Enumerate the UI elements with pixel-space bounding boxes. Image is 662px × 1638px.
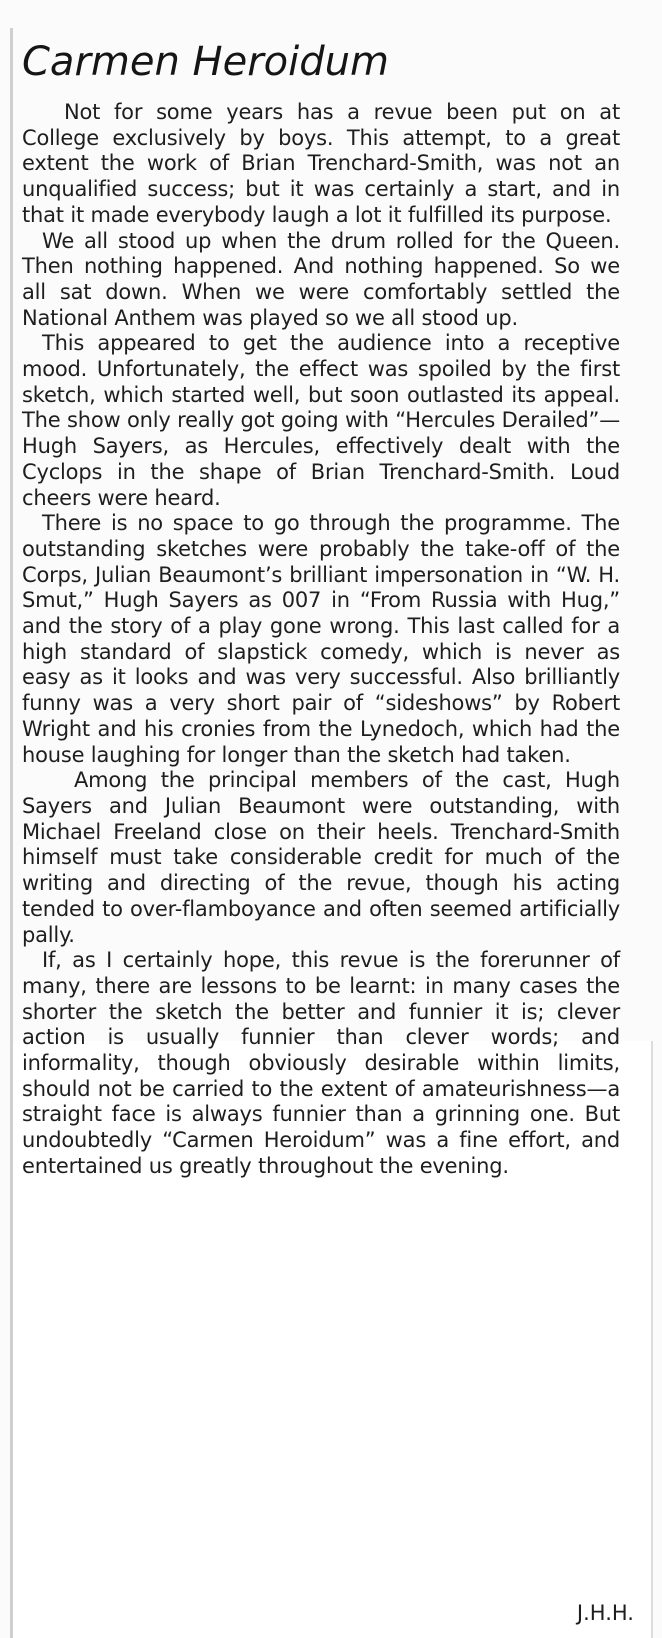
paragraph-2: We all stood up when the drum rolled for the Queen. Then nothing happened. And nothing happened. So we all sat down. When we were comfortably settled the National Anthem was played so we all stood up.	[22, 228, 620, 330]
paragraph-1: Not for some years has a revue been put on at College exclusively by boys. This attempt, to a great extent the work of Brian Trenchard-Smith, was not an unqualified success; but it was certainly a start, and in that it made everybody laugh a lot it fulfilled its purpose.	[22, 100, 620, 227]
paragraph-3: This appeared to get the audience into a receptive mood. Unfortunately, the effect was spoiled by the first sketch, which started well, but soon outlasted its appeal. The show only really got going with “Hercules Derailed”— Hugh Sayers, as Hercules, effectively dealt with the Cyclops in the shape of Brian Trenchard-Smith. Loud cheers were heard.	[22, 331, 620, 510]
paragraph-5: Among the principal members of the cast, Hugh Sayers and Julian Beaumont were outstanding, with Michael Freeland close on their heels. Trenchard-Smith himself must take considerable credit for much of the writing and directing of the revue, though his acting tended to over-flamboyance and often seemed artificially pally.	[22, 768, 620, 947]
paragraph-4: There is no space to go through the programme. The outstanding sketches were probably the take-off of the Corps, Julian Beaumont’s brilliant impersonation in “W. H. Smut,” Hugh Sayers as 007 in “From Russia with Hug,” and the story of a play gone wrong. This last called for a high standard of slapstick comedy, which is never as easy as it looks and was very successful. Also brilliantly funny was a very short pair of “sideshows” by Robert Wright and his cronies from the Lynedoch, which had the house laughing for longer than the sketch had taken.	[22, 511, 620, 767]
author-signature: J.H.H.	[576, 1601, 634, 1625]
article-body	[22, 100, 620, 1180]
article-title: Carmen Heroidum	[22, 39, 389, 85]
paragraph-6: If, as I certainly hope, this revue is the forerunner of many, there are lessons to be learnt: in many cases the shorter the sketch the better and funnier it is; clever action is usually funnier than clever words; and informality, though obviously desirable within limits, should not be carried to the extent of amateurishness—a straight face is always funnier than a grinning one. But undoubtedly “Carmen Heroidum” was a fine effort, and entertained us greatly throughout the evening.	[22, 948, 620, 1178]
